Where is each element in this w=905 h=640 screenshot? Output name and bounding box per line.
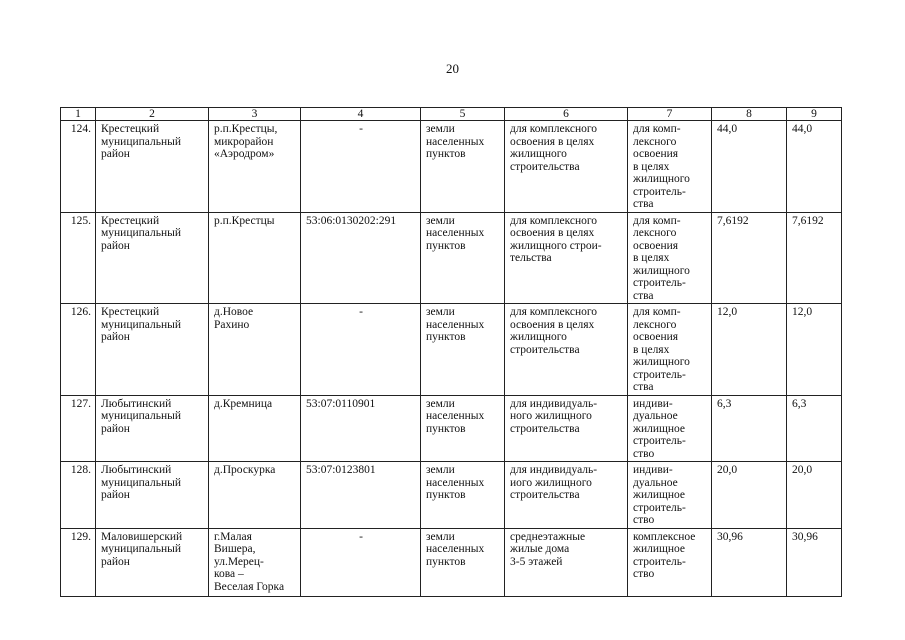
column-header: 2: [96, 108, 209, 121]
cadastre-cell: -: [301, 304, 421, 396]
table-row: [61, 395, 842, 462]
purpose-cell: для комплексного освоения в целях жилищного строительства: [505, 304, 628, 396]
column-header: 5: [421, 108, 505, 121]
category-cell: земли населенных пунктов: [421, 304, 505, 396]
district-cell: Любытинский муниципальный район: [96, 395, 209, 462]
purpose-cell: для индивидуаль- иого жилищного строительства: [505, 462, 628, 529]
area-cell: 7,6192: [787, 212, 842, 304]
district-cell: Крестецкий муниципальный район: [96, 121, 209, 213]
cadastre-cell: 53:06:0130202:291: [301, 212, 421, 304]
column-header: 1: [61, 108, 96, 121]
table-row: [61, 212, 842, 304]
category-cell: земли населенных пунктов: [421, 212, 505, 304]
table-row: [61, 462, 842, 529]
row-number: 129.: [61, 528, 96, 596]
land-plots-table: [60, 107, 842, 597]
district-cell: Крестецкий муниципальный район: [96, 304, 209, 396]
table-row: [61, 528, 842, 596]
cadastre-cell: 53:07:0123801: [301, 462, 421, 529]
category-cell: земли населенных пунктов: [421, 528, 505, 596]
district-cell: Любытинский муниципальный район: [96, 462, 209, 529]
cadastre-cell: 53:07:0110901: [301, 395, 421, 462]
use-cell: для комп- лексного освоения в целях жилищного строитель- ства: [628, 121, 712, 213]
column-header: 7: [628, 108, 712, 121]
purpose-cell: для комплексного освоения в целях жилищного строи- тельства: [505, 212, 628, 304]
category-cell: земли населенных пунктов: [421, 395, 505, 462]
table-row: [61, 304, 842, 396]
area-cell: 20,0: [712, 462, 787, 529]
cadastre-cell: -: [301, 528, 421, 596]
column-header: 8: [712, 108, 787, 121]
use-cell: для комп- лексного освоения в целях жилищного строитель- ства: [628, 212, 712, 304]
row-number: 124.: [61, 121, 96, 213]
area-cell: 6,3: [787, 395, 842, 462]
column-header: 9: [787, 108, 842, 121]
row-number: 128.: [61, 462, 96, 529]
use-cell: для комп- лексного освоения в целях жилищного строитель- ства: [628, 304, 712, 396]
column-header: 4: [301, 108, 421, 121]
purpose-cell: среднеэтажные жилые дома 3-5 этажей: [505, 528, 628, 596]
use-cell: индиви- дуальное жилищное строитель- ство: [628, 462, 712, 529]
use-cell: комплексное жилищное строитель- ство: [628, 528, 712, 596]
area-cell: 12,0: [787, 304, 842, 396]
location-cell: д.Кремница: [209, 395, 301, 462]
column-header: 6: [505, 108, 628, 121]
location-cell: р.п.Крестцы: [209, 212, 301, 304]
area-cell: 30,96: [787, 528, 842, 596]
area-cell: 44,0: [712, 121, 787, 213]
table-row: [61, 121, 842, 213]
use-cell: индиви- дуальное жилищное строитель- ство: [628, 395, 712, 462]
header-row: [61, 108, 842, 121]
district-cell: Крестецкий муниципальный район: [96, 212, 209, 304]
purpose-cell: для индивидуаль- ного жилищного строительства: [505, 395, 628, 462]
row-number: 125.: [61, 212, 96, 304]
page-number: 20: [446, 61, 459, 76]
district-cell: Маловишерский муниципальный район: [96, 528, 209, 596]
area-cell: 7,6192: [712, 212, 787, 304]
area-cell: 6,3: [712, 395, 787, 462]
row-number: 127.: [61, 395, 96, 462]
area-cell: 44,0: [787, 121, 842, 213]
column-header: 3: [209, 108, 301, 121]
location-cell: д.Проскурка: [209, 462, 301, 529]
area-cell: 20,0: [787, 462, 842, 529]
category-cell: земли населенных пунктов: [421, 462, 505, 529]
row-number: 126.: [61, 304, 96, 396]
area-cell: 12,0: [712, 304, 787, 396]
purpose-cell: для комплексного освоения в целях жилищного строительства: [505, 121, 628, 213]
cadastre-cell: -: [301, 121, 421, 213]
location-cell: г.Малая Вишера, ул.Мерец- кова – Веселая Горка: [209, 528, 301, 596]
location-cell: р.п.Крестцы, микрорайон «Аэродром»: [209, 121, 301, 213]
area-cell: 30,96: [712, 528, 787, 596]
location-cell: д.Новое Рахино: [209, 304, 301, 396]
category-cell: земли населенных пунктов: [421, 121, 505, 213]
